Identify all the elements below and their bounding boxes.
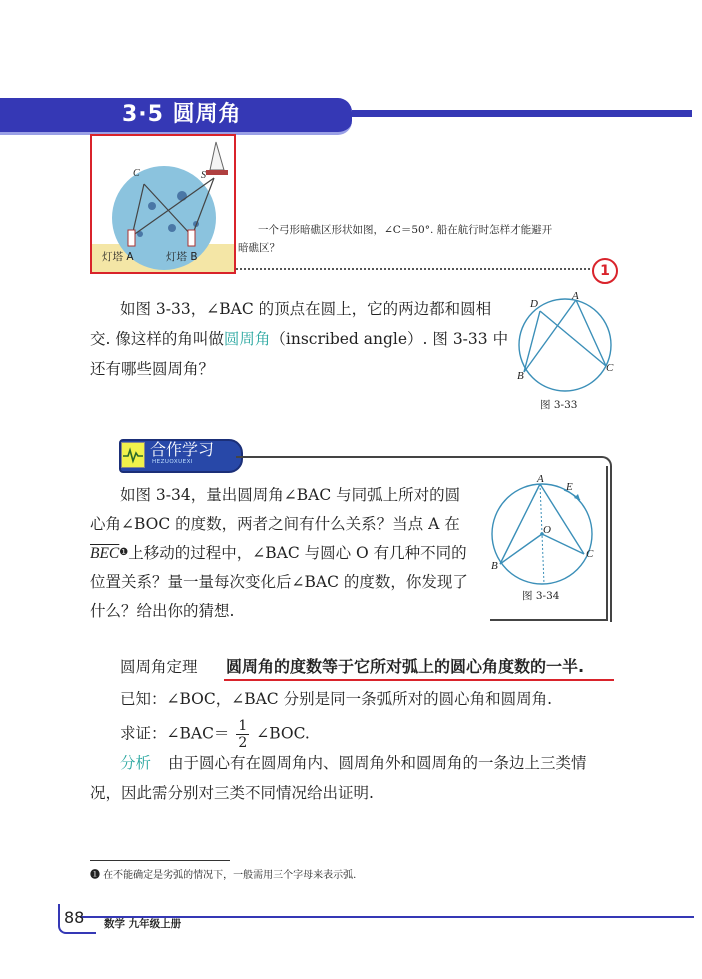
fig334-label-e: E <box>566 481 573 493</box>
fig333-label-b: B <box>517 370 524 382</box>
para2-line2: 心角∠BOC 的度数，两者之间有什么关系？当点 A 在 <box>90 515 460 533</box>
para1-line1: 如图 3-33，∠BAC 的顶点在圆上，它的两边都和圆相 <box>120 300 492 318</box>
para2-line5: 什么？给出你的猜想. <box>90 602 235 620</box>
lighthouse-b-icon <box>188 230 195 246</box>
dotted-rule <box>236 268 590 270</box>
fig334-label-o: O <box>543 524 551 536</box>
para1-line2 <box>90 324 508 354</box>
section-title: 3·5 圆周角 <box>122 102 242 127</box>
rock <box>177 191 187 201</box>
para2-line1: 如图 3-34，量出圆周角∠BAC 与同弧上所对的圆 <box>120 486 461 504</box>
term-inscribed-angle: 圆周角 <box>223 330 271 348</box>
label-lighthouse-b: 灯塔 B <box>166 251 198 263</box>
para1-line3: 还有哪些圆周角？ <box>90 360 215 378</box>
analysis-line1 <box>120 748 586 778</box>
arc-bec: $\overline{BEC}$ <box>90 545 120 562</box>
footnote-ref[interactable]: ❶ <box>119 547 129 558</box>
intro-text-line1: 一个弓形暗礁区形状如图，∠C＝50°. 船在航行时怎样才能避开 <box>258 224 553 236</box>
theorem-period: . <box>578 657 585 676</box>
prove-text <box>120 718 310 751</box>
chord-ab <box>524 300 576 372</box>
book-title: 数学 九年级上册 <box>104 918 182 930</box>
pulse-icon <box>121 442 145 468</box>
boat-hull <box>206 170 228 175</box>
chord-dc <box>540 311 606 366</box>
fig333-label-d: D <box>530 298 538 310</box>
fig-label-c: C <box>133 168 140 179</box>
fig334-label-c: C <box>586 548 594 560</box>
rock <box>168 224 176 232</box>
fraction-one-half <box>236 718 249 751</box>
footnote-rule <box>90 860 230 861</box>
coop-subtitle: HEZUOXUEXI <box>152 459 194 465</box>
marker-number: 1 <box>592 258 618 284</box>
para2-line3 <box>90 538 467 569</box>
analysis-label: 分析 <box>120 754 152 772</box>
fig333-label-a: A <box>572 290 579 302</box>
footnote-text: ❶ 在不能确定是劣弧的情况下，一般需用三个字母来表示弧. <box>90 870 357 881</box>
fig333-caption: 图 3-33 <box>540 399 578 411</box>
intro-text-line2: 暗礁区？ <box>238 242 280 254</box>
para1-line2-b: （inscribed angle）. 图 3-33 中 <box>270 330 509 348</box>
figure-3-33 <box>510 290 620 400</box>
rock <box>148 202 156 210</box>
label-lighthouse-a: 灯塔 A <box>102 251 134 263</box>
analysis-text-1: 由于圆心有在圆周角内、圆周角外和圆周角的一条边上三类情 <box>167 754 587 772</box>
given-text: 已知：∠BOC，∠BAC 分别是同一条弧所对的圆心角和圆周角. <box>120 690 553 708</box>
fraction-denominator: 2 <box>238 735 248 751</box>
coop-title: 合作学习 <box>150 440 215 459</box>
theorem-name: 圆周角定理 <box>120 658 198 676</box>
fig334-caption: 图 3-34 <box>522 590 560 602</box>
fig-label-s: S <box>201 170 206 181</box>
prove-prefix: 求证：∠BAC＝ <box>120 724 230 743</box>
coop-frame-bottom <box>490 619 608 621</box>
theorem-statement <box>226 652 584 682</box>
lighthouse-a-icon <box>128 230 135 246</box>
fig334-label-b: B <box>491 560 498 572</box>
sailboat-icon <box>210 142 224 170</box>
radius-ob <box>500 534 542 564</box>
prove-suffix: ∠BOC. <box>256 724 310 743</box>
para2-line3-rest: 上移动的过程中，∠BAC 与圆心 O 有几种不同的 <box>128 544 467 562</box>
fig334-label-a: A <box>537 473 544 485</box>
fraction-numerator: 1 <box>238 718 248 734</box>
theorem-text: 圆周角的度数等于它所对弧上的圆心角度数的一半 <box>226 657 579 676</box>
chord-ab <box>500 484 540 564</box>
chord-ac <box>576 300 606 366</box>
para1-line2-a: 交. 像这样的角叫做 <box>90 330 224 348</box>
analysis-line2: 况，因此需分别对三类不同情况给出证明. <box>90 784 374 802</box>
fig333-label-c: C <box>606 362 614 374</box>
page-number: 88 <box>64 908 85 927</box>
para2-line4: 位置关系？量一量每次变化后∠BAC 的度数，你发现了 <box>90 573 468 591</box>
theorem-underline <box>224 679 614 681</box>
header-rule <box>352 110 692 117</box>
